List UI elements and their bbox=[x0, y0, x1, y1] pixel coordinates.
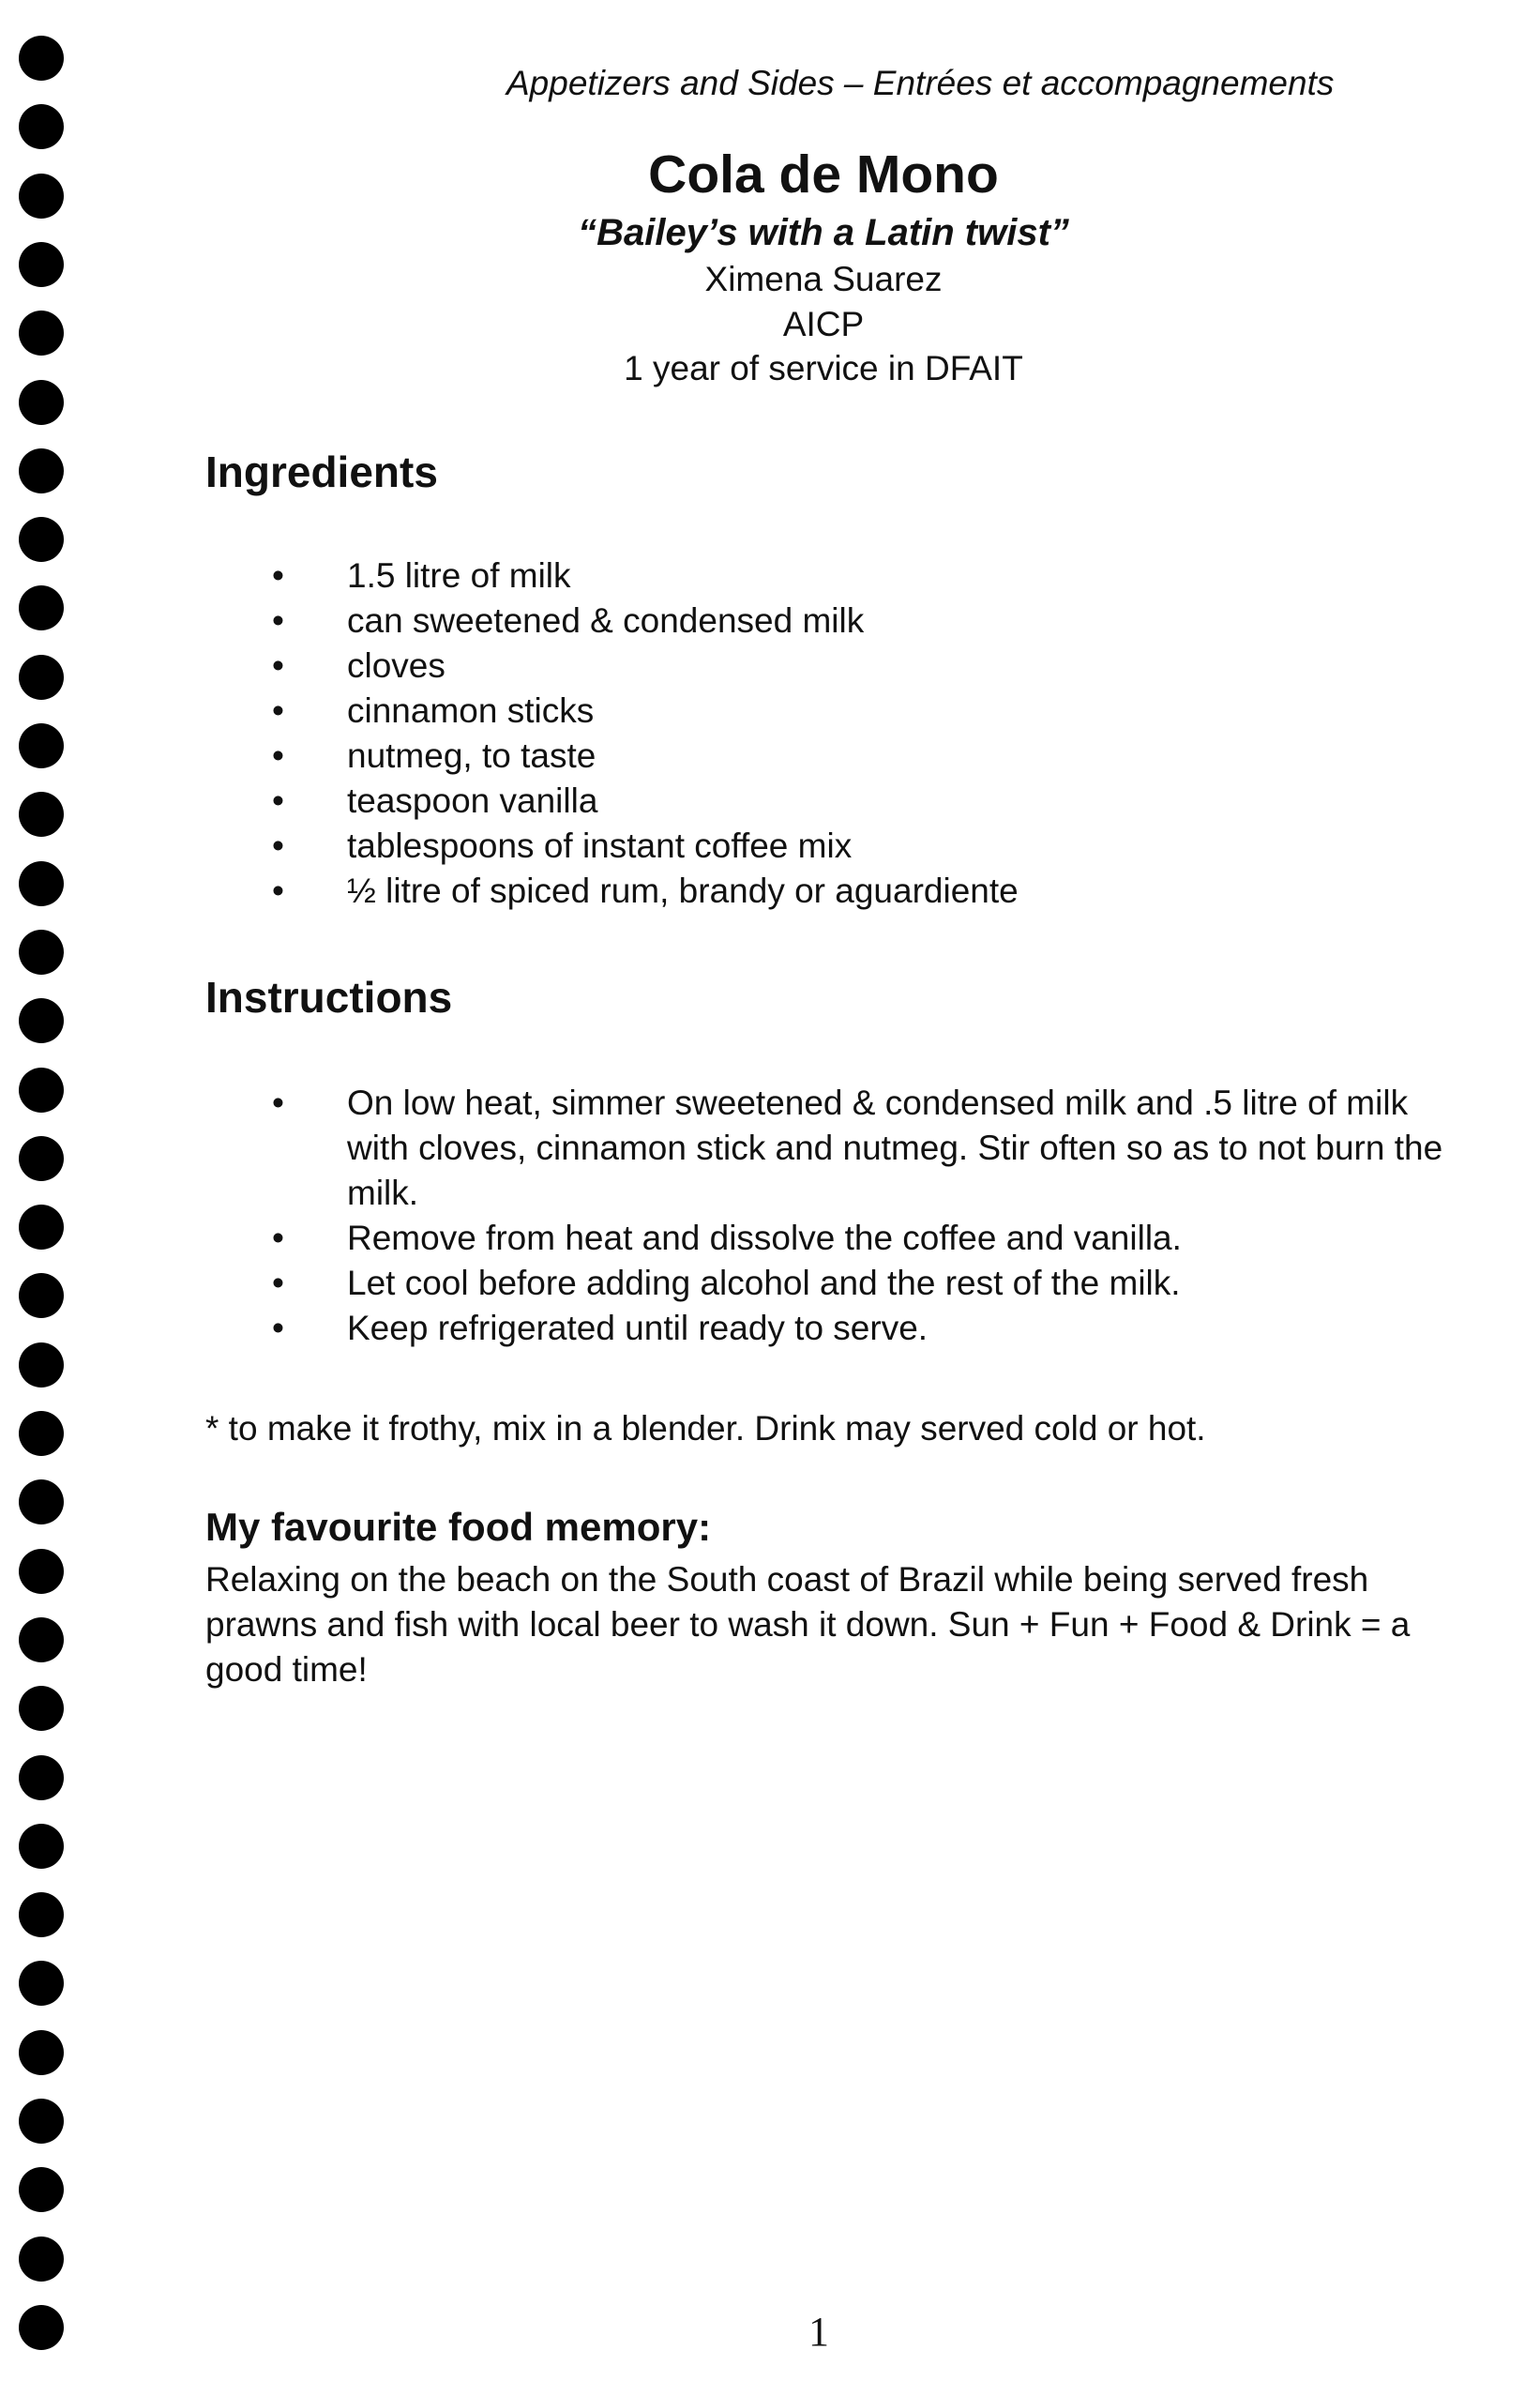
instructions-heading: Instructions bbox=[205, 973, 453, 1022]
binding-hole bbox=[19, 2099, 64, 2144]
ingredient-text: tablespoons of instant coffee mix bbox=[347, 826, 853, 865]
bullet: • bbox=[272, 1219, 284, 1257]
memory-text: Relaxing on the beach on the South coast of Brazil while being served fresh prawns and fish with local beer to wash it down. Sun + Fun + Food & Drink = a good time! bbox=[205, 1560, 1411, 1689]
binding-hole bbox=[19, 1068, 64, 1113]
ingredient-text: teaspoon vanilla bbox=[347, 781, 598, 820]
ingredients-list bbox=[272, 554, 1444, 914]
binding-hole bbox=[19, 723, 64, 768]
binding-hole bbox=[19, 1549, 64, 1594]
binding-hole bbox=[19, 311, 64, 356]
binding-hole bbox=[19, 1273, 64, 1318]
recipe-title: Cola de Mono bbox=[648, 144, 999, 205]
binding-hole bbox=[19, 1686, 64, 1731]
ingredient-item bbox=[272, 689, 1444, 734]
author-name: Ximena Suarez bbox=[704, 260, 943, 299]
bullet: • bbox=[272, 781, 284, 820]
ingredient-item bbox=[272, 869, 1444, 914]
binding-hole bbox=[19, 174, 64, 219]
ingredient-text: ½ litre of spiced rum, brandy or aguardiente bbox=[347, 872, 1019, 910]
binding-hole bbox=[19, 242, 64, 287]
instruction-item bbox=[272, 1306, 1444, 1351]
ingredient-item bbox=[272, 599, 1444, 644]
instruction-item bbox=[272, 1081, 1444, 1216]
binding-holes bbox=[19, 36, 66, 2372]
recipe-title-block bbox=[448, 141, 1199, 390]
ingredient-text: 1.5 litre of milk bbox=[347, 556, 571, 595]
binding-hole bbox=[19, 1824, 64, 1869]
bullet: • bbox=[272, 601, 284, 640]
binding-hole bbox=[19, 1617, 64, 1662]
ingredient-text: can sweetened & condensed milk bbox=[347, 601, 865, 640]
section-header: Appetizers and Sides – Entrées et accompagnements bbox=[506, 64, 1335, 102]
binding-hole bbox=[19, 861, 64, 906]
binding-hole bbox=[19, 2167, 64, 2212]
ingredient-text: cinnamon sticks bbox=[347, 691, 595, 730]
binding-hole bbox=[19, 36, 64, 81]
bullet: • bbox=[272, 1309, 284, 1347]
binding-hole bbox=[19, 1479, 64, 1524]
instruction-item bbox=[272, 1216, 1444, 1261]
memory-heading: My favourite food memory: bbox=[205, 1505, 712, 1549]
instruction-text: On low heat, simmer sweetened & condensed milk and .5 litre of milk with cloves, cinnamon stick and nutmeg. Stir often so as to not burn the milk. bbox=[347, 1084, 1443, 1212]
ingredient-item bbox=[272, 554, 1444, 599]
instruction-text: Keep refrigerated until ready to serve. bbox=[347, 1309, 929, 1347]
binding-hole bbox=[19, 998, 64, 1043]
page-number: 1 bbox=[808, 2309, 829, 2355]
binding-hole bbox=[19, 1961, 64, 2006]
instructions-list bbox=[272, 1081, 1444, 1351]
bullet: • bbox=[272, 646, 284, 685]
recipe-note: * to make it frothy, mix in a blender. Drink may served cold or hot. bbox=[205, 1409, 1206, 1448]
binding-hole bbox=[19, 448, 64, 493]
bullet: • bbox=[272, 826, 284, 865]
instruction-text: Remove from heat and dissolve the coffee and vanilla. bbox=[347, 1219, 1182, 1257]
instruction-item bbox=[272, 1261, 1444, 1306]
binding-hole bbox=[19, 2030, 64, 2075]
author-organization: AICP bbox=[782, 304, 865, 343]
bullet: • bbox=[272, 1084, 284, 1122]
binding-hole bbox=[19, 1892, 64, 1937]
bullet: • bbox=[272, 556, 284, 595]
binding-hole bbox=[19, 1136, 64, 1181]
binding-hole bbox=[19, 655, 64, 700]
binding-hole bbox=[19, 792, 64, 837]
binding-hole bbox=[19, 104, 64, 149]
ingredients-heading: Ingredients bbox=[205, 447, 438, 496]
binding-hole bbox=[19, 380, 64, 425]
binding-hole bbox=[19, 1342, 64, 1388]
ingredient-text: cloves bbox=[347, 646, 445, 685]
binding-hole bbox=[19, 1205, 64, 1250]
bullet: • bbox=[272, 736, 284, 775]
binding-hole bbox=[19, 1411, 64, 1456]
binding-hole bbox=[19, 517, 64, 562]
recipe-subtitle: “Bailey’s with a Latin twist” bbox=[578, 211, 1069, 253]
binding-hole bbox=[19, 1755, 64, 1800]
bullet: • bbox=[272, 872, 284, 910]
binding-hole bbox=[19, 585, 64, 630]
ingredient-text: nutmeg, to taste bbox=[347, 736, 596, 775]
binding-hole bbox=[19, 2237, 64, 2282]
ingredient-item bbox=[272, 779, 1444, 824]
author-service: 1 year of service in DFAIT bbox=[624, 348, 1023, 387]
instruction-text: Let cool before adding alcohol and the rest of the milk. bbox=[347, 1264, 1181, 1302]
bullet: • bbox=[272, 691, 284, 730]
ingredient-item bbox=[272, 644, 1444, 689]
binding-hole bbox=[19, 930, 64, 975]
bullet: • bbox=[272, 1264, 284, 1302]
binding-hole bbox=[19, 2305, 64, 2350]
ingredient-item bbox=[272, 824, 1444, 869]
ingredient-item bbox=[272, 734, 1444, 779]
